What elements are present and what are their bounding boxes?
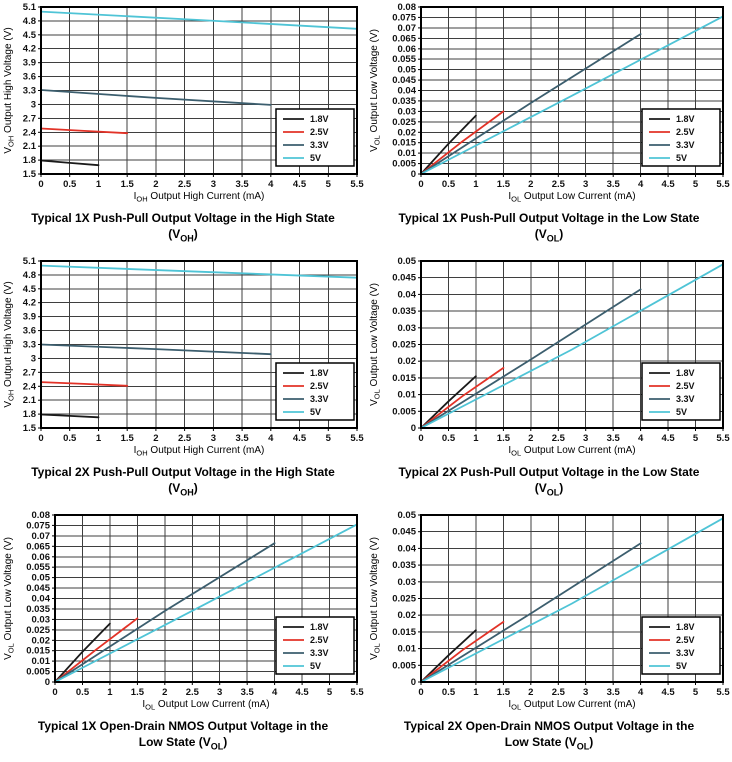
svg-text:2.5V: 2.5V [676, 635, 695, 645]
svg-text:0.03: 0.03 [397, 576, 416, 588]
svg-text:0.02: 0.02 [31, 635, 50, 647]
svg-text:0: 0 [38, 433, 44, 444]
svg-text:5V: 5V [676, 153, 688, 163]
svg-text:4: 4 [637, 433, 644, 444]
svg-text:VOL​ Output Low Voltage (V): $V_{OL}$ Output Low Voltage (V) [369, 537, 382, 660]
svg-text:1.8V: 1.8V [676, 114, 695, 124]
svg-text:2.5V: 2.5V [676, 381, 695, 391]
svg-text:4: 4 [637, 687, 644, 698]
svg-text:0: 0 [52, 687, 58, 698]
svg-text:0.025: 0.025 [392, 339, 416, 351]
svg-text:0.015: 0.015 [26, 645, 50, 657]
chart-title: Typical 1X Push-Pull Output Voltage in the High State $(V_{OH})$ [31, 211, 335, 243]
svg-text:0: 0 [38, 179, 44, 190]
svg-text:2: 2 [153, 179, 159, 190]
svg-text:1.8V: 1.8V [676, 368, 695, 378]
svg-text:3: 3 [210, 433, 217, 444]
svg-text:VOL​ Output Low Voltage (V): $V_{OL}$ Output Low Voltage (V) [3, 537, 16, 660]
svg-text:0.025: 0.025 [392, 593, 416, 605]
svg-text:5.5: 5.5 [350, 179, 364, 190]
svg-text:0: 0 [418, 179, 424, 190]
svg-text:0.025: 0.025 [26, 624, 50, 636]
chart-canvas [0, 508, 366, 718]
svg-text:0.03: 0.03 [397, 106, 416, 118]
svg-text:0.015: 0.015 [392, 372, 416, 384]
svg-text:2.5V: 2.5V [310, 381, 329, 391]
chart-figure-1x-push-pull-voh [0, 0, 366, 254]
svg-text:1.8V: 1.8V [310, 622, 329, 632]
svg-text:0.055: 0.055 [26, 562, 50, 574]
svg-text:0.045: 0.045 [26, 583, 50, 595]
chart-figure-1x-open-drain-vol [0, 508, 366, 762]
svg-text:3: 3 [217, 687, 223, 698]
svg-text:IOL​ Output Low Current (mA): $I_{OL}$ Output Low Current (mA) [142, 699, 270, 712]
svg-text:2.5V: 2.5V [310, 635, 329, 645]
svg-text:5: 5 [325, 179, 331, 190]
chart-canvas [366, 0, 732, 210]
svg-text:0.075: 0.075 [392, 12, 416, 24]
svg-text:4.5: 4.5 [292, 433, 307, 444]
svg-text:3: 3 [583, 687, 589, 698]
svg-text:4.5: 4.5 [22, 29, 36, 41]
svg-text:3: 3 [30, 99, 36, 111]
svg-text:1.5: 1.5 [22, 423, 36, 434]
svg-text:0.01: 0.01 [397, 148, 416, 160]
svg-text:0.005: 0.005 [392, 158, 416, 170]
svg-text:0.04: 0.04 [397, 289, 416, 301]
svg-text:VOH​ Output High Voltage (V): $V_{OH}$ Output High Voltage (V) [3, 27, 16, 154]
svg-text:2.5: 2.5 [177, 179, 192, 190]
svg-text:2.7: 2.7 [22, 113, 36, 125]
svg-text:3: 3 [583, 433, 589, 444]
svg-text:1.8V: 1.8V [676, 622, 695, 632]
svg-text:1: 1 [107, 687, 113, 698]
svg-text:5: 5 [692, 433, 699, 444]
svg-text:2.1: 2.1 [22, 395, 36, 407]
svg-text:0.01: 0.01 [397, 643, 416, 655]
svg-text:0: 0 [418, 687, 424, 698]
svg-text:5V: 5V [310, 407, 322, 417]
svg-text:4.2: 4.2 [22, 297, 36, 309]
svg-text:3.6: 3.6 [22, 325, 36, 337]
svg-text:5.1: 5.1 [22, 2, 36, 13]
svg-text:4.5: 4.5 [661, 687, 675, 698]
svg-text:1: 1 [473, 433, 479, 444]
svg-text:3.3V: 3.3V [676, 140, 695, 150]
svg-text:2: 2 [153, 433, 159, 444]
svg-text:2.5V: 2.5V [676, 127, 695, 137]
svg-text:VOH​ Output High Voltage (V): $V_{OH}$ Output High Voltage (V) [3, 281, 16, 408]
svg-text:5.5: 5.5 [716, 179, 730, 190]
svg-text:2.4: 2.4 [22, 127, 36, 139]
svg-text:4.5: 4.5 [661, 179, 675, 190]
svg-text:2.5: 2.5 [177, 433, 192, 444]
svg-text:0.045: 0.045 [392, 75, 416, 87]
svg-text:1.5: 1.5 [22, 169, 36, 180]
svg-text:0: 0 [410, 677, 416, 688]
svg-text:5: 5 [692, 179, 699, 190]
svg-text:0.5: 0.5 [441, 179, 456, 190]
svg-text:3.3: 3.3 [22, 85, 36, 97]
svg-text:5V: 5V [310, 661, 322, 671]
chart-title: Typical 2X Push-Pull Output Voltage in the High State $(V_{OH})$ [31, 465, 335, 497]
svg-text:0.07: 0.07 [31, 530, 50, 542]
svg-text:0.045: 0.045 [392, 272, 416, 284]
svg-text:1: 1 [95, 179, 102, 190]
svg-text:4.8: 4.8 [22, 269, 36, 281]
svg-text:0.08: 0.08 [31, 510, 50, 521]
svg-text:1: 1 [473, 687, 479, 698]
svg-text:0.04: 0.04 [397, 85, 416, 97]
svg-text:2.4: 2.4 [22, 381, 36, 393]
svg-text:0.04: 0.04 [397, 543, 416, 555]
svg-text:3.3V: 3.3V [310, 394, 329, 404]
svg-text:5V: 5V [676, 661, 688, 671]
svg-text:1.8V: 1.8V [310, 114, 329, 124]
svg-text:4: 4 [268, 179, 274, 190]
svg-text:0.05: 0.05 [31, 572, 50, 584]
svg-text:0.5: 0.5 [63, 433, 77, 444]
svg-text:1: 1 [473, 179, 479, 190]
svg-text:0: 0 [410, 169, 416, 180]
svg-text:0.045: 0.045 [392, 526, 416, 538]
svg-text:0.025: 0.025 [392, 116, 416, 128]
svg-text:0.05: 0.05 [397, 64, 416, 76]
svg-text:0.02: 0.02 [397, 127, 416, 139]
chart-title: Typical 2X Push-Pull Output Voltage in the Low State $(V_{OL})$ [398, 465, 700, 497]
svg-text:3.5: 3.5 [240, 687, 254, 698]
svg-text:0.05: 0.05 [397, 256, 416, 267]
svg-text:3: 3 [30, 353, 36, 365]
svg-text:0: 0 [410, 423, 416, 434]
svg-text:1.8V: 1.8V [310, 368, 329, 378]
svg-text:1.5: 1.5 [130, 687, 145, 698]
svg-text:1: 1 [95, 433, 102, 444]
svg-text:0.01: 0.01 [31, 656, 50, 668]
svg-text:0.005: 0.005 [26, 666, 50, 678]
svg-text:3.6: 3.6 [22, 71, 36, 83]
svg-text:5.5: 5.5 [716, 433, 730, 444]
svg-text:0.02: 0.02 [397, 610, 416, 622]
svg-text:IOL​ Output Low Current (mA): $I_{OL}$ Output Low Current (mA) [508, 191, 636, 204]
svg-text:1.8: 1.8 [22, 155, 36, 167]
chart-figure-1x-push-pull-vol [366, 0, 732, 254]
svg-text:3.3V: 3.3V [676, 394, 695, 404]
svg-text:5: 5 [326, 687, 333, 698]
svg-text:1.5: 1.5 [120, 179, 134, 190]
svg-text:0.035: 0.035 [392, 306, 416, 318]
svg-text:3: 3 [583, 179, 589, 190]
svg-text:0.01: 0.01 [397, 389, 416, 401]
svg-text:1.5: 1.5 [496, 687, 511, 698]
svg-text:0.005: 0.005 [392, 660, 416, 672]
svg-text:5: 5 [692, 687, 699, 698]
svg-text:1.8: 1.8 [22, 409, 36, 421]
svg-text:0.06: 0.06 [31, 551, 50, 563]
svg-text:5V: 5V [676, 407, 688, 417]
chart-title: Typical 2X Open-Drain NMOS Output Voltage in the Low State $(V_{OL})$ [403, 719, 695, 751]
svg-text:4.5: 4.5 [22, 283, 36, 295]
svg-text:IOH​ Output High Current (mA): $I_{OH}$ Output High Current (mA) [133, 191, 265, 204]
svg-text:5.1: 5.1 [22, 256, 36, 267]
svg-text:2: 2 [528, 179, 534, 190]
svg-text:3.9: 3.9 [22, 311, 36, 323]
svg-text:IOL​ Output Low Current (mA): $I_{OL}$ Output Low Current (mA) [508, 699, 636, 712]
svg-text:5.5: 5.5 [350, 433, 364, 444]
svg-text:0.065: 0.065 [26, 541, 50, 553]
svg-text:3.5: 3.5 [606, 687, 620, 698]
svg-text:5.5: 5.5 [716, 687, 730, 698]
svg-text:0.06: 0.06 [397, 43, 416, 55]
chart-title: Typical 1X Push-Pull Output Voltage in the Low State $(V_{OL})$ [398, 211, 700, 243]
svg-text:IOH​ Output High Current (mA): $I_{OH}$ Output High Current (mA) [133, 445, 265, 458]
svg-text:VOL​ Output Low Voltage (V): $V_{OL}$ Output Low Voltage (V) [369, 283, 382, 406]
svg-text:2.5V: 2.5V [310, 127, 329, 137]
svg-text:0.015: 0.015 [392, 626, 416, 638]
svg-text:5V: 5V [310, 153, 322, 163]
svg-text:0.08: 0.08 [397, 2, 416, 13]
svg-text:2.7: 2.7 [22, 367, 36, 379]
chart-canvas [366, 254, 732, 464]
chart-title: Typical 1X Open-Drain NMOS Output Voltage in the Low State $(V_{OL})$ [37, 719, 329, 751]
svg-text:3.9: 3.9 [22, 57, 36, 69]
svg-text:0.005: 0.005 [392, 406, 416, 418]
svg-text:1.5: 1.5 [120, 433, 134, 444]
svg-text:3.3V: 3.3V [310, 648, 329, 658]
chart-canvas [0, 0, 366, 210]
svg-text:0.03: 0.03 [31, 614, 50, 626]
svg-text:0.02: 0.02 [397, 356, 416, 368]
svg-text:0.5: 0.5 [63, 179, 77, 190]
svg-text:2.1: 2.1 [22, 141, 36, 153]
svg-text:0: 0 [418, 433, 424, 444]
svg-text:4: 4 [271, 687, 278, 698]
chart-figure-2x-open-drain-vol [366, 508, 732, 762]
svg-text:2.5: 2.5 [551, 179, 565, 190]
svg-text:0.07: 0.07 [397, 22, 416, 34]
svg-text:0.5: 0.5 [441, 687, 456, 698]
svg-text:3.3V: 3.3V [310, 140, 329, 150]
svg-text:3.5: 3.5 [235, 433, 249, 444]
svg-text:0: 0 [44, 677, 50, 688]
chart-canvas [366, 508, 732, 718]
svg-text:IOL​ Output Low Current (mA): $I_{OL}$ Output Low Current (mA) [508, 445, 636, 458]
svg-text:0.035: 0.035 [26, 603, 50, 615]
svg-text:5: 5 [325, 433, 331, 444]
svg-text:2.5: 2.5 [551, 687, 565, 698]
svg-text:4: 4 [268, 433, 274, 444]
chart-figure-2x-push-pull-vol [366, 254, 732, 508]
svg-text:3.3V: 3.3V [676, 648, 695, 658]
svg-text:3.5: 3.5 [235, 179, 249, 190]
svg-text:2.5: 2.5 [551, 433, 565, 444]
svg-text:4.5: 4.5 [295, 687, 309, 698]
svg-text:0.015: 0.015 [392, 137, 416, 149]
svg-text:0.5: 0.5 [75, 687, 90, 698]
svg-text:4.5: 4.5 [292, 179, 307, 190]
svg-text:4.5: 4.5 [661, 433, 675, 444]
svg-text:0.035: 0.035 [392, 560, 416, 572]
svg-text:VOL​ Output Low Voltage (V): $V_{OL}$ Output Low Voltage (V) [369, 29, 382, 152]
svg-text:4.2: 4.2 [22, 43, 36, 55]
svg-text:4: 4 [637, 179, 644, 190]
svg-text:0.05: 0.05 [397, 510, 416, 521]
svg-text:1.5: 1.5 [496, 433, 511, 444]
svg-text:0.5: 0.5 [441, 433, 456, 444]
svg-text:1.5: 1.5 [496, 179, 511, 190]
svg-text:0.03: 0.03 [397, 322, 416, 334]
svg-text:0.035: 0.035 [392, 95, 416, 107]
svg-text:2: 2 [528, 433, 534, 444]
svg-text:0.075: 0.075 [26, 520, 50, 532]
svg-text:3.3: 3.3 [22, 339, 36, 351]
svg-text:0.055: 0.055 [392, 54, 416, 66]
svg-text:2.5: 2.5 [185, 687, 199, 698]
svg-text:2: 2 [162, 687, 168, 698]
svg-text:3.5: 3.5 [606, 433, 620, 444]
svg-text:2: 2 [528, 687, 534, 698]
svg-text:0.065: 0.065 [392, 33, 416, 45]
svg-text:3: 3 [210, 179, 217, 190]
chart-figure-2x-push-pull-voh [0, 254, 366, 508]
svg-text:4.8: 4.8 [22, 15, 36, 27]
svg-text:0.04: 0.04 [31, 593, 50, 605]
svg-text:3.5: 3.5 [606, 179, 620, 190]
svg-text:5.5: 5.5 [350, 687, 364, 698]
chart-canvas [0, 254, 366, 464]
